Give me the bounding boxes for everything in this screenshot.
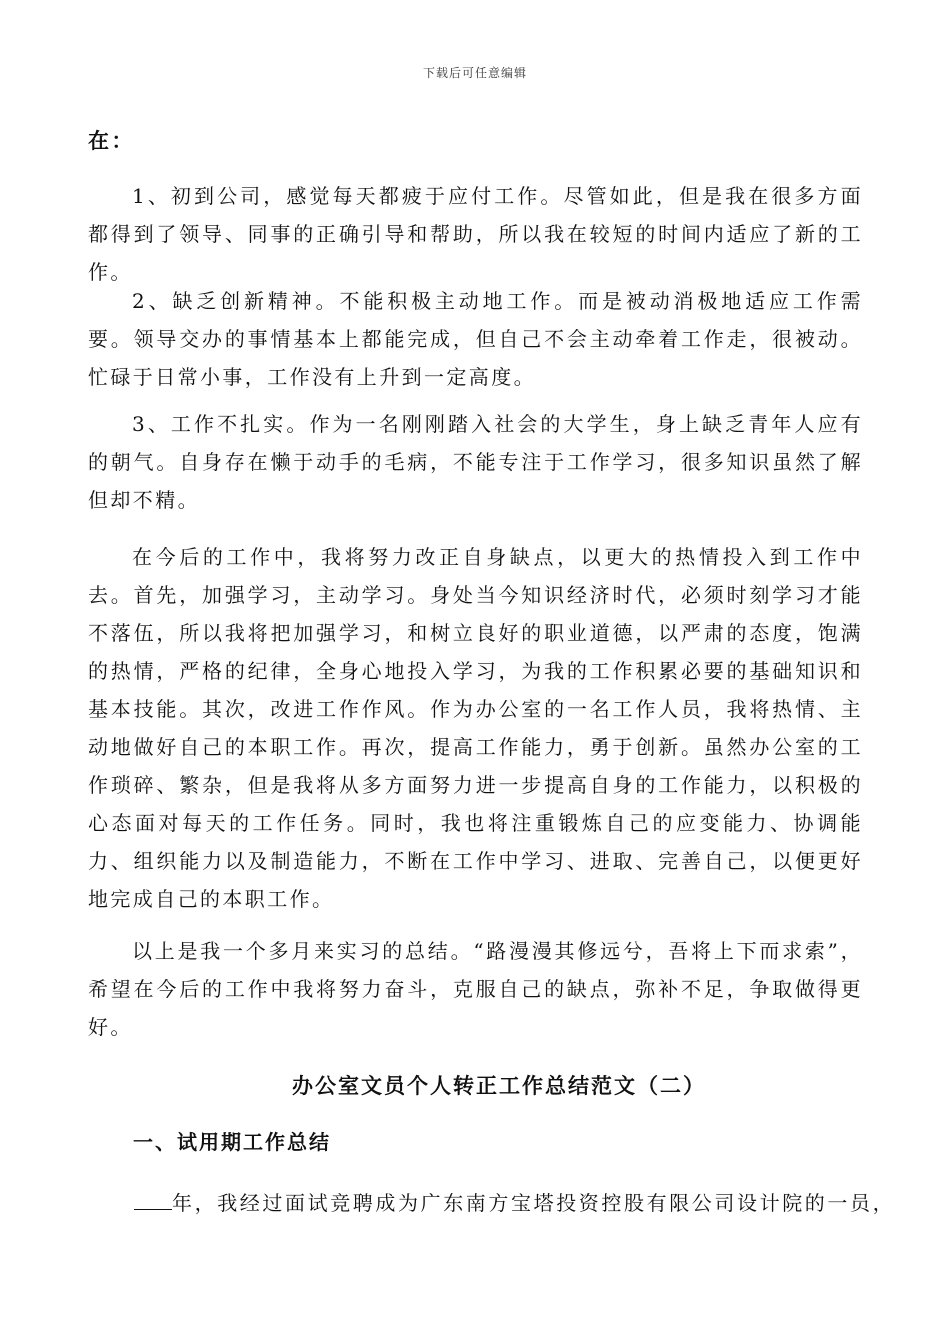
intro-line: 在：: [88, 128, 135, 153]
sub-heading: 一、试用期工作总结: [133, 1130, 331, 1154]
paragraph-5: 以上是我一个多月来实习的总结。“路漫漫其修远兮，吾将上下而求索”，希望在今后的工作中我将努力奋斗，克服自己的缺点，弥补不足，争取做得更好。: [88, 939, 863, 1039]
paragraph-1: 1、初到公司，感觉每天都疲于应付工作。尽管如此，但是我在很多方面都得到了领导、同事的正确引导和帮助，所以我在较短的时间内适应了新的工作。: [88, 184, 863, 284]
blank-underline: [134, 1189, 172, 1210]
paragraph-6-text: 年，我经过面试竞聘成为广东南方宝塔投资控股有限公司设计院的一员，: [172, 1191, 896, 1215]
paragraph-2: 2、缺乏创新精神。不能积极主动地工作。而是被动消极地适应工作需要。领导交办的事情基本上都能完成，但自己不会主动牵着工作走，很被动。忙碌于日常小事，工作没有上升到一定高度。: [88, 289, 863, 389]
paragraph-6: [88, 1184, 896, 1222]
paragraph-4: 在今后的工作中，我将努力改正自身缺点，以更大的热情投入到工作中去。首先，加强学习，主动学习。身处当今知识经济时代，必须时刻学习才能不落伍，所以我将把加强学习，和树立良好的职业道德，以严肃的态度，饱满的热情，严格的纪律，全身心地投入学习，为我的工作积累必要的基础知识和基本技能。其次，改进工作作风。作为办公室的一名工作人员，我将热情、主动地做好自己的本职工作。再次，提高工作能力，勇于创新。虽然办公室的工作琐碎、繁杂，但是我将从多方面努力进一步提高自身的工作能力，以积极的心态面对每天的工作任务。同时，我也将注重锻炼自己的应变能力、协调能力、组织能力以及制造能力，不断在工作中学习、进取、完善自己，以便更好地完成自己的本职工作。: [88, 545, 863, 911]
section-title: 办公室文员个人转正工作总结范文（二）: [292, 1073, 706, 1098]
header-note: 下载后可任意编辑: [422, 66, 527, 80]
paragraph-3: 3、工作不扎实。作为一名刚刚踏入社会的大学生，身上缺乏青年人应有的朝气。自身存在懒于动手的毛病，不能专注于工作学习，很多知识虽然了解但却不精。: [88, 412, 863, 512]
